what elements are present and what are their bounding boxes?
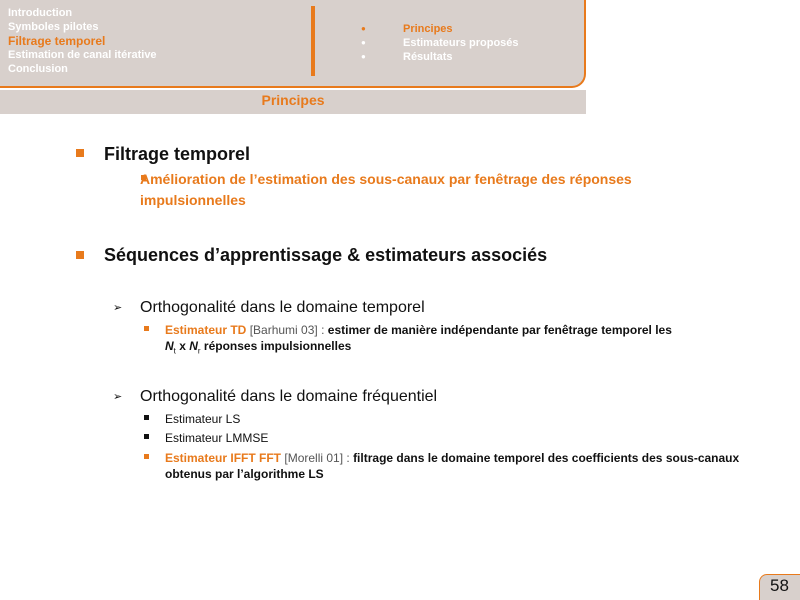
section-list <box>8 6 157 76</box>
bullet-square-icon <box>144 454 149 459</box>
bullet-icon: ● <box>361 52 366 61</box>
heading-orthogonalite-temporel: Orthogonalité dans le domaine temporel <box>140 299 425 316</box>
text-estimateur-td: Estimateur TD [Barhumi 03] : estimer de manière indépendante par fenêtrage temporel les $N_t$ x $N_r$ réponses impulsionnelles <box>165 323 672 356</box>
text-estimateur-ifft-fft: Estimateur IFFT FFT [Morelli 01] : filtrage dans le domaine temporel des coefficients des sous-canaux obtenus par l’algorithme LS <box>165 451 740 481</box>
text-amelioration: Amélioration de l’estimation des sous-canaux par fenêtrage des réponses impulsionnelles <box>140 171 632 208</box>
bullet-square-icon <box>144 434 149 439</box>
nav-section-estimation-canal[interactable]: Estimation de canal itérative <box>8 49 157 61</box>
bullet-square-icon <box>76 149 84 157</box>
bullet-square-icon <box>144 415 149 420</box>
arrow-bullet-icon: ➢ <box>113 391 123 403</box>
nav-section-conclusion[interactable]: Conclusion <box>8 63 68 75</box>
heading-sequences-apprentissage: Séquences d’apprentissage & estimateurs associés <box>104 245 548 265</box>
text-estimateur-lmmse: Estimateur LMMSE <box>165 431 269 445</box>
heading-filtrage-temporel: Filtrage temporel <box>104 144 251 164</box>
heading-orthogonalite-frequentiel: Orthogonalité dans le domaine fréquentiel <box>140 388 438 405</box>
nav-subsection-label: Résultats <box>403 51 453 63</box>
nav-divider <box>311 6 315 76</box>
arrow-bullet-icon: ➢ <box>113 302 123 314</box>
subsection-list <box>357 22 519 64</box>
bullet-square-icon <box>76 251 84 259</box>
bullet-icon: ● <box>361 24 366 33</box>
navigation-banner <box>0 0 586 88</box>
nav-subsection-resultats[interactable] <box>357 50 519 64</box>
nav-section-symboles-pilotes[interactable]: Symboles pilotes <box>8 21 99 33</box>
section-title: Principes <box>261 92 325 108</box>
nav-section-filtrage-temporel[interactable]: Filtrage temporel <box>8 34 106 48</box>
bullet-icon: ● <box>361 38 366 47</box>
text-estimateur-ls: Estimateur LS <box>165 412 241 426</box>
page-number: 58 <box>770 576 789 595</box>
bullet-square-icon <box>144 326 149 331</box>
nav-subsection-principes[interactable] <box>357 22 519 36</box>
nav-subsection-label: Estimateurs proposés <box>403 37 519 49</box>
nav-section-introduction[interactable]: Introduction <box>8 7 73 19</box>
nav-subsection-estimateurs[interactable] <box>357 36 519 50</box>
nav-subsection-label: Principes <box>403 23 453 35</box>
